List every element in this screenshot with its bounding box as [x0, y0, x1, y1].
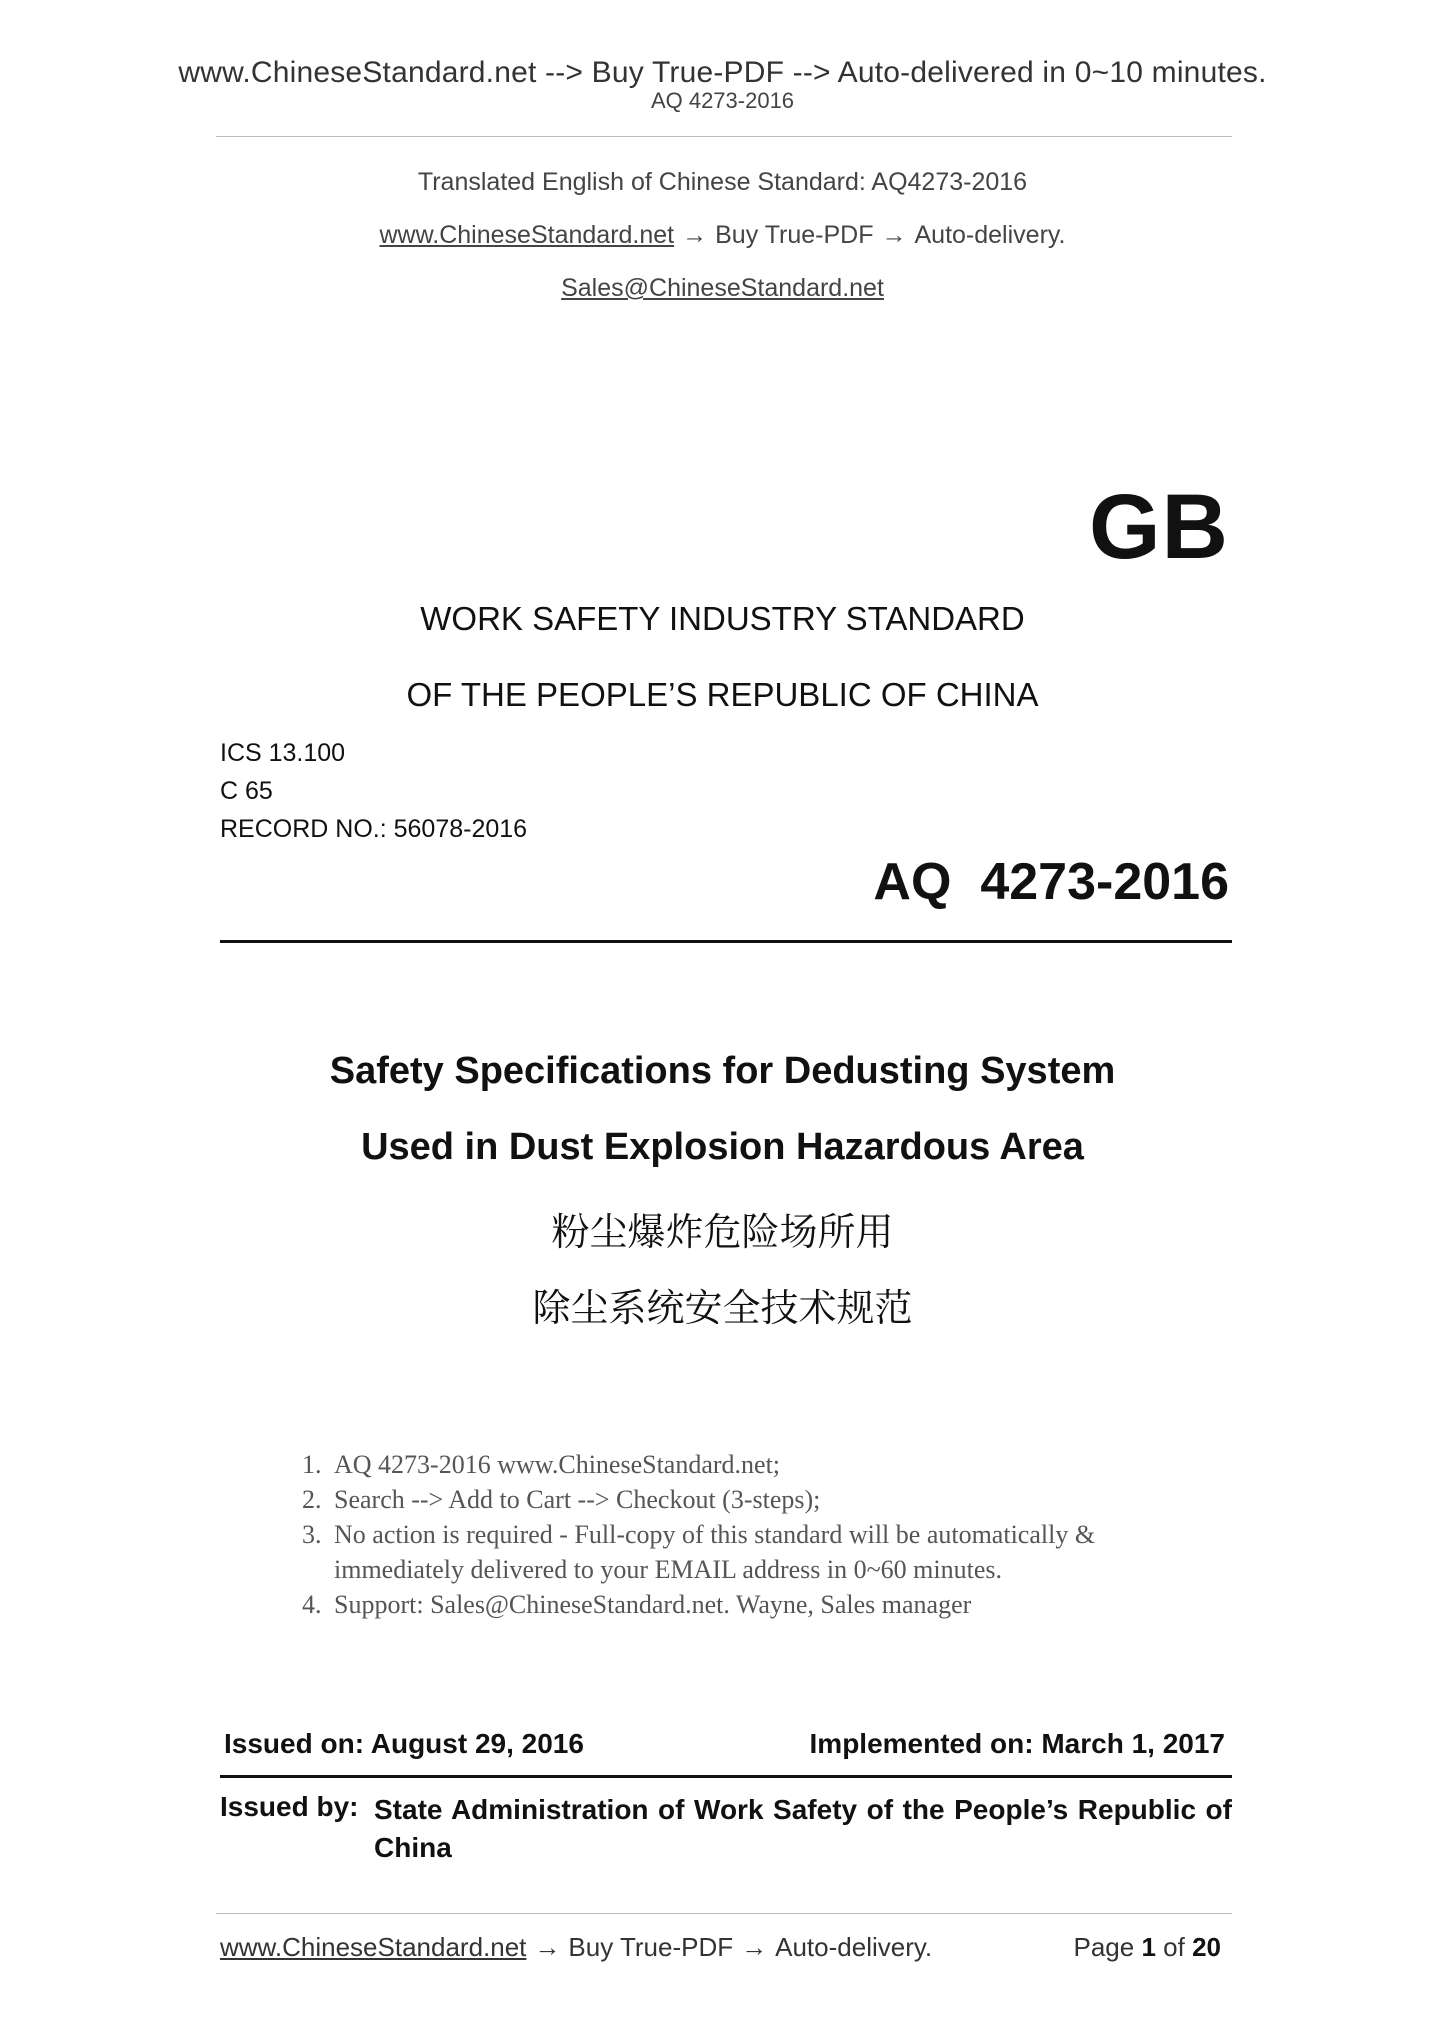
auto-delivery-text: Auto-delivery. — [914, 221, 1066, 249]
gb-mark: GB — [1089, 476, 1229, 578]
footer-auto-text: Auto-delivery. — [775, 1932, 933, 1962]
title-cn-line2: 除尘系统安全技术规范 — [532, 1286, 913, 1330]
buy-text: Buy True-PDF — [715, 221, 874, 249]
translation-note: Translated English of Chinese Standard: AQ4273-2016 — [417, 168, 1028, 196]
page-total: 20 — [1192, 1932, 1221, 1962]
footer-buy-text: Buy True-PDF — [568, 1932, 734, 1962]
top-banner: www.ChineseStandard.net --> Buy True-PDF --> Auto-delivered in 0~10 minutes. — [178, 56, 1267, 89]
issued-date: Issued on: August 29, 2016 — [224, 1728, 584, 1759]
page-indicator — [1073, 1932, 1221, 1963]
of-label: of — [1163, 1932, 1185, 1962]
header-standard-code: AQ 4273-2016 — [650, 88, 795, 113]
issued-by-label: Issued by: — [220, 1791, 359, 1822]
email-link[interactable]: Sales@ChineseStandard.net — [561, 274, 884, 302]
page-number: 1 — [1141, 1932, 1156, 1962]
record-number: RECORD NO.: 56078-2016 — [220, 815, 528, 843]
step-item: 4. Support: Sales@ChineseStandard.net. Wayne, Sales manager — [328, 1587, 1197, 1622]
email-line — [0, 274, 1445, 303]
dates-rule — [220, 1775, 1232, 1778]
step-item: 1. AQ 4273-2016 www.ChineseStandard.net; — [328, 1447, 1197, 1482]
footer-site-link[interactable]: www.ChineseStandard.net — [220, 1932, 527, 1962]
arrow-right-icon: → — [881, 221, 907, 249]
ics-code: ICS 13.100 — [220, 739, 346, 767]
title-en-line2: Used in Dust Explosion Hazardous Area — [361, 1126, 1084, 1168]
purchase-steps — [297, 1447, 1197, 1622]
ccs-code: C 65 — [220, 777, 273, 805]
site-link[interactable]: www.ChineseStandard.net — [379, 221, 675, 249]
standard-type-line2: OF THE PEOPLE’S REPUBLIC OF CHINA — [406, 676, 1039, 713]
standard-type-line1: WORK SAFETY INDUSTRY STANDARD — [420, 600, 1025, 637]
arrow-right-icon: → — [682, 221, 708, 249]
standard-number: AQ 4273-2016 — [873, 853, 1229, 911]
footer-divider — [216, 1913, 1232, 1914]
title-en-line1: Safety Specifications for Dedusting System — [329, 1050, 1116, 1092]
buy-line — [0, 221, 1445, 250]
arrow-right-icon: → — [741, 1932, 768, 1962]
footer-buy-line — [220, 1932, 932, 1963]
arrow-right-icon: → — [534, 1932, 561, 1962]
standard-number-rule — [220, 940, 1232, 943]
step-item: 2. Search --> Add to Cart --> Checkout (3-steps); — [328, 1482, 1197, 1517]
title-cn-line1: 粉尘爆炸危险场所用 — [551, 1210, 894, 1254]
header-divider — [216, 136, 1232, 137]
page-label: Page — [1073, 1932, 1135, 1962]
issuing-authority: State Administration of Work Safety of the People’s Republic of China — [374, 1794, 1232, 1863]
step-item: 3. No action is required - Full-copy of this standard will be automatically & immediately delivered to your EMAIL address in 0~60 minutes. — [328, 1517, 1197, 1587]
implemented-date: Implemented on: March 1, 2017 — [809, 1728, 1225, 1759]
